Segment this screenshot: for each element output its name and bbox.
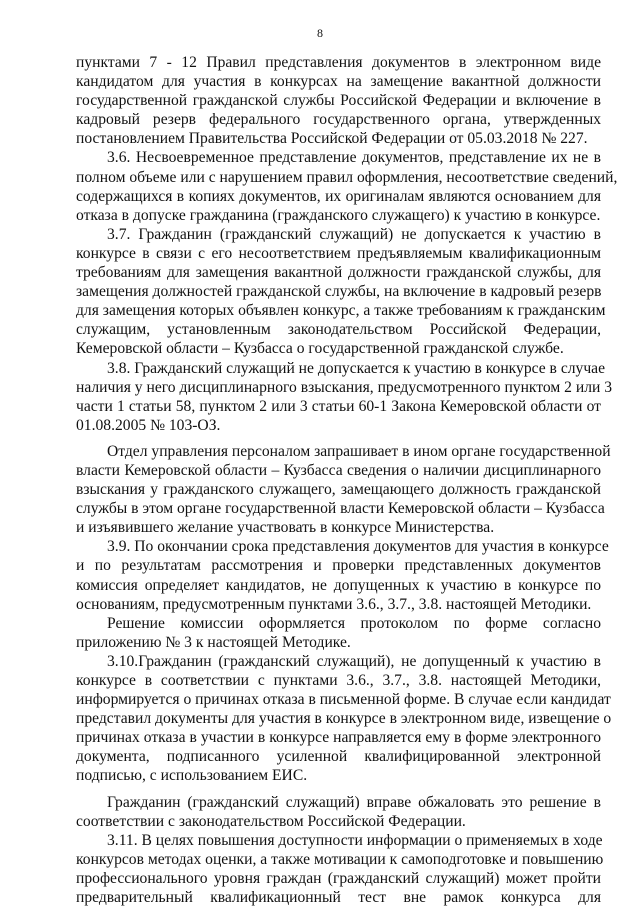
text-line: основаниям, предусмотренным пунктами 3.6., 3.7., 3.8. настоящей Методики. [76,595,592,613]
text-line: подписью, с использованием ЕИС. [76,767,308,785]
page-number: 8 [317,26,323,40]
text-line: государственной гражданской службы Российской Федерации и включение в [76,92,601,110]
text-line: представил документы для участия в конкурсе в электронном виде, извещение о [76,710,612,728]
paragraph [76,793,601,831]
text-line: кадровый резерв федерального государственного органа, утвержденных [76,111,601,129]
text-line: взыскания у гражданского служащего, замещающего должность гражданской [76,481,601,499]
paragraph [76,614,601,652]
text-line: полном объеме или с нарушением правил оформления, несоответствие сведений, [76,168,618,186]
text-line: пунктами 7 - 12 Правил представления документов в электронном виде [76,54,601,71]
paragraph [76,359,613,435]
paragraph [76,148,618,224]
paragraph [76,537,609,613]
text-line: кандидатом для участия в конкурсах на замещение вакантной должности [76,73,601,91]
text-line: 3.7. Гражданин (гражданский служащий) не допускается к участию в [107,225,601,243]
text-line: Решение комиссии оформляется протоколом по форме согласно [107,614,601,632]
text-line: 3.11. В целях повышения доступности информации о применяемых в ходе [107,831,603,849]
text-line: отказа в допуске гражданина (гражданского служащего) к участию в конкурсе. [76,206,601,224]
text-line: служащим, установленным законодательством Российской Федерации, [76,321,601,339]
text-line: конкурсов методах оценки, а также мотивации к самоподготовке и повышению [76,850,604,868]
text-line: Отдел управления персоналом запрашивает в ином органе государственной [107,442,611,460]
text-line: части 1 статьи 58, пунктом 2 или 3 статьи 60-1 Закона Кемеровской области от [76,397,601,415]
text-line: власти Кемеровской области – Кузбасса сведения о наличии дисциплинарного [76,461,601,479]
text-line: требованиям для замещения вакантной должности гражданской службы, для [76,264,601,282]
document-body [76,53,618,907]
text-line: и изъявившего желание участвовать в конкурсе Министерства. [76,519,495,537]
text-line: конкурсе в соответствии с пунктами 3.6., 3.7., 3.8. настоящей Методики, [76,672,601,689]
text-line: 01.08.2005 № 103-ОЗ. [76,416,221,434]
paragraph [76,225,606,359]
text-line: документа, подписанного усиленной квалифицированной электронной [76,748,601,766]
text-line: соответствии с законодательством Российской Федерации. [76,812,466,830]
text-line: информируется о причинах отказа в письменной форме. В случае если кандидат [76,691,611,709]
text-line: Гражданин (гражданский служащий) вправе обжаловать это решение в [107,793,601,811]
text-line: 3.9. По окончании срока представления документов для участия в конкурсе [107,538,609,556]
text-line: замещения должностей гражданской службы, на включение в кадровый резерв [76,283,602,301]
text-line: службы в этом органе государственной власти Кемеровской области – Кузбасса [76,500,605,518]
paragraph [76,442,611,537]
paragraph [76,652,612,786]
text-line: комиссия определяет кандидатов, не допущенных к участию в конкурсе по [76,576,601,594]
text-line: предварительный квалификационный тест вне рамок конкурса для [76,889,601,907]
text-line: 3.6. Несвоевременное представление документов, представление их не в [107,149,601,167]
text-line: 3.10.Гражданин (гражданский служащий), не допущенный к участию в [107,652,601,670]
text-line: и по результатам рассмотрения и проверки представленных документов [76,557,601,575]
paragraph [76,53,601,148]
text-line: Кемеровской области – Кузбасса о государственной гражданской службе. [76,340,564,358]
text-line: приложению № 3 к настоящей Методике. [76,633,351,651]
text-line: конкурсе в связи с его несоответствием предъявляемым квалификационным [76,244,601,262]
text-line: 3.8. Гражданский служащий не допускается к участию в конкурсе в случае [107,359,606,377]
text-line: профессионального уровня граждан (гражданский служащий) может пройти [76,869,601,887]
text-line: для замещения которых объявлен конкурс, а также требованиям к гражданским [76,302,606,320]
paragraph [76,831,604,907]
text-line: наличия у него дисциплинарного взыскания, предусмотренного пунктом 2 или 3 [76,378,613,396]
text-line: содержащихся в копиях документов, их оригиналам являются основанием для [76,187,601,205]
text-line: постановлением Правительства Российской Федерации от 05.03.2018 № 227. [76,130,588,148]
text-line: причинах отказа в участии в конкурсе направляется ему в форме электронного [76,729,601,747]
